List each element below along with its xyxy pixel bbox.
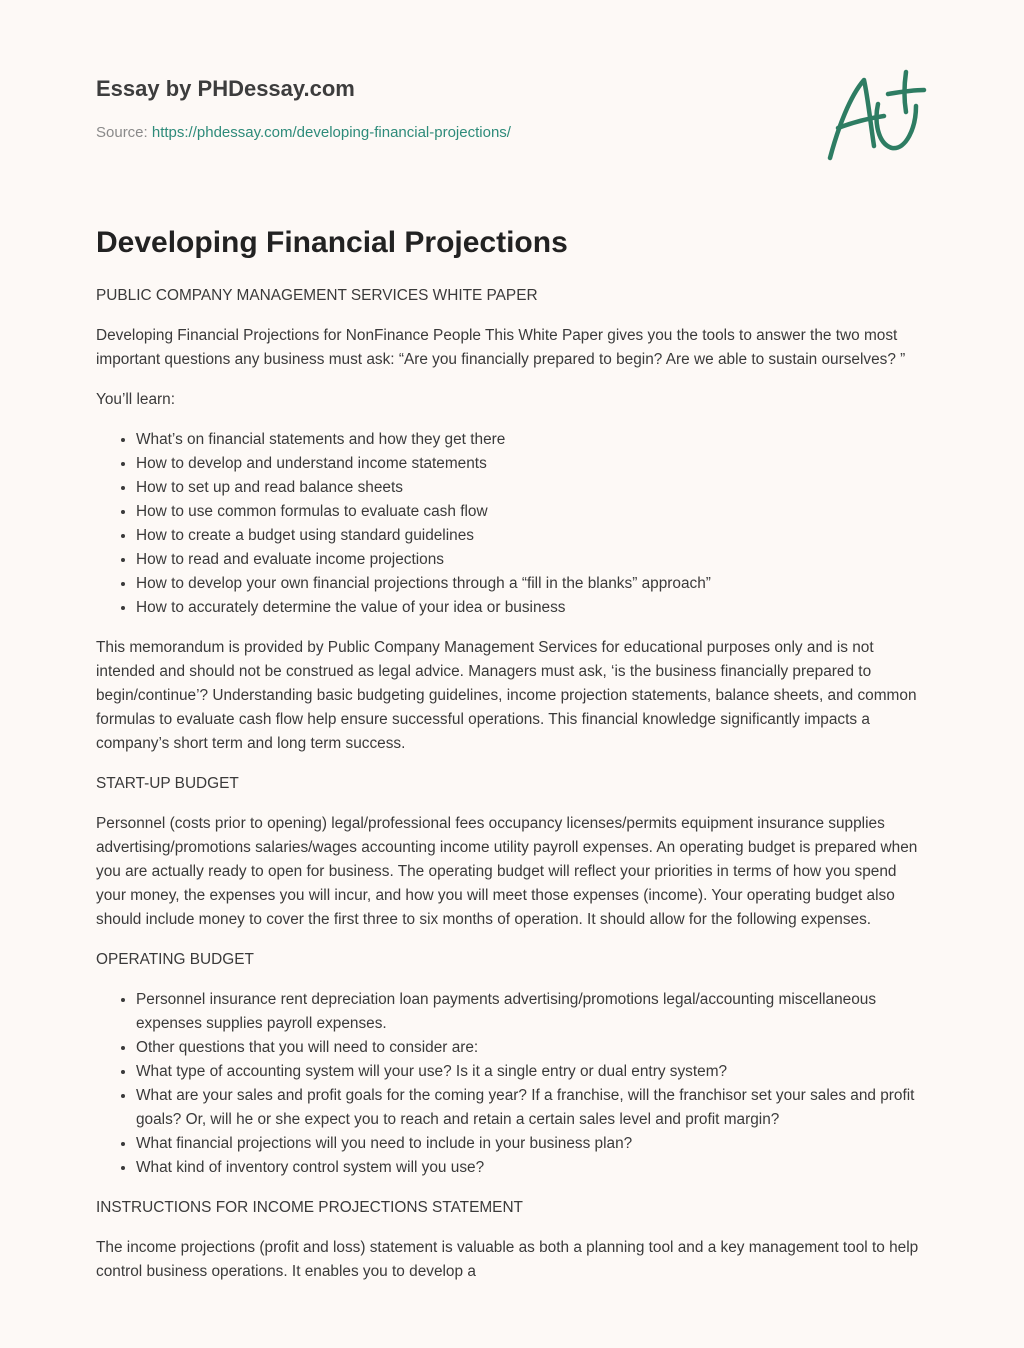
source-label: Source: [96,124,152,141]
startup-heading: START-UP BUDGET [96,775,239,792]
list-item: • Other questions that you will need to consider are: [136,1036,928,1060]
list-item: • How to develop and understand income statements [136,452,928,476]
operating-heading: OPERATING BUDGET [96,951,254,968]
operating-list [96,988,928,1180]
list-item: • What are your sales and profit goals for the coming year? If a franchise, will the franchisor set your sales and profit goals? Or, will he or she expect you to reach and retain a certain sales level and profit margin? [136,1084,928,1132]
source-link[interactable]: https://phdessay.com/developing-financial-projections/ [151,124,511,141]
list-item: • What kind of inventory control system will you use? [136,1156,928,1180]
list-item: • What type of accounting system will your use? Is it a single entry or dual entry system? [136,1060,928,1084]
list-item: • What financial projections will you need to include in your business plan? [136,1132,928,1156]
learn-list [96,428,928,620]
list-item: • How to develop your own financial projections through a “fill in the blanks” approach” [136,572,928,596]
subtitle: PUBLIC COMPANY MANAGEMENT SERVICES WHITE PAPER [96,287,538,304]
page-title: Developing Financial Projections [96,226,568,259]
list-item: • How to create a budget using standard guidelines [136,524,928,548]
learn-label: You’ll learn: [96,391,176,408]
income-paragraph: The income projections (profit and loss) statement is valuable as both a planning tool and a key management tool to help control business operations. It enables you to develop a [96,1239,919,1280]
memo-paragraph: This memorandum is provided by Public Company Management Services for educational purposes only and is not intended and should not be construed as legal advice. Managers must ask, ‘is the business financially prepared to begin/continue’? Understanding basic budgeting guidelines, income projection statements, balance sheets, and common formulas to evaluate cash flow help ensure successful operations. This financial knowledge significantly impacts a company’s short term and long term success. [96,639,917,752]
source-line [96,124,511,141]
list-item: • How to read and evaluate income projections [136,548,928,572]
list-item: • Personnel insurance rent depreciation loan payments advertising/promotions legal/accounting miscellaneous expenses supplies payroll expenses. [136,988,928,1036]
list-item: • How to use common formulas to evaluate cash flow [136,500,928,524]
essay-body [96,284,928,1300]
startup-paragraph: Personnel (costs prior to opening) legal/professional fees occupancy licenses/permits equipment insurance supplies advertising/promotions salaries/wages accounting income utility payroll expenses. An operating budget is prepared when you are actually ready to open for business. The operating budget will reflect your priorities in terms of how you spend your money, the expenses you will incur, and how you will meet those expenses (income). Your operating budget also should include money to cover the first three to six months of operation. It should allow for the following expenses. [96,815,918,928]
list-item: • How to set up and read balance sheets [136,476,928,500]
a-plus-logo-icon [824,66,928,166]
brand-title: Essay by PHDessay.com [96,76,355,101]
intro-paragraph: Developing Financial Projections for NonFinance People This White Paper gives you the tools to answer the two most important questions any business must ask: “Are you financially prepared to begin? Are we able to sustain ourselves? ” [96,327,906,368]
list-item: • What’s on financial statements and how they get there [136,428,928,452]
list-item: • How to accurately determine the value of your idea or business [136,596,928,620]
income-heading: INSTRUCTIONS FOR INCOME PROJECTIONS STATEMENT [96,1199,523,1216]
